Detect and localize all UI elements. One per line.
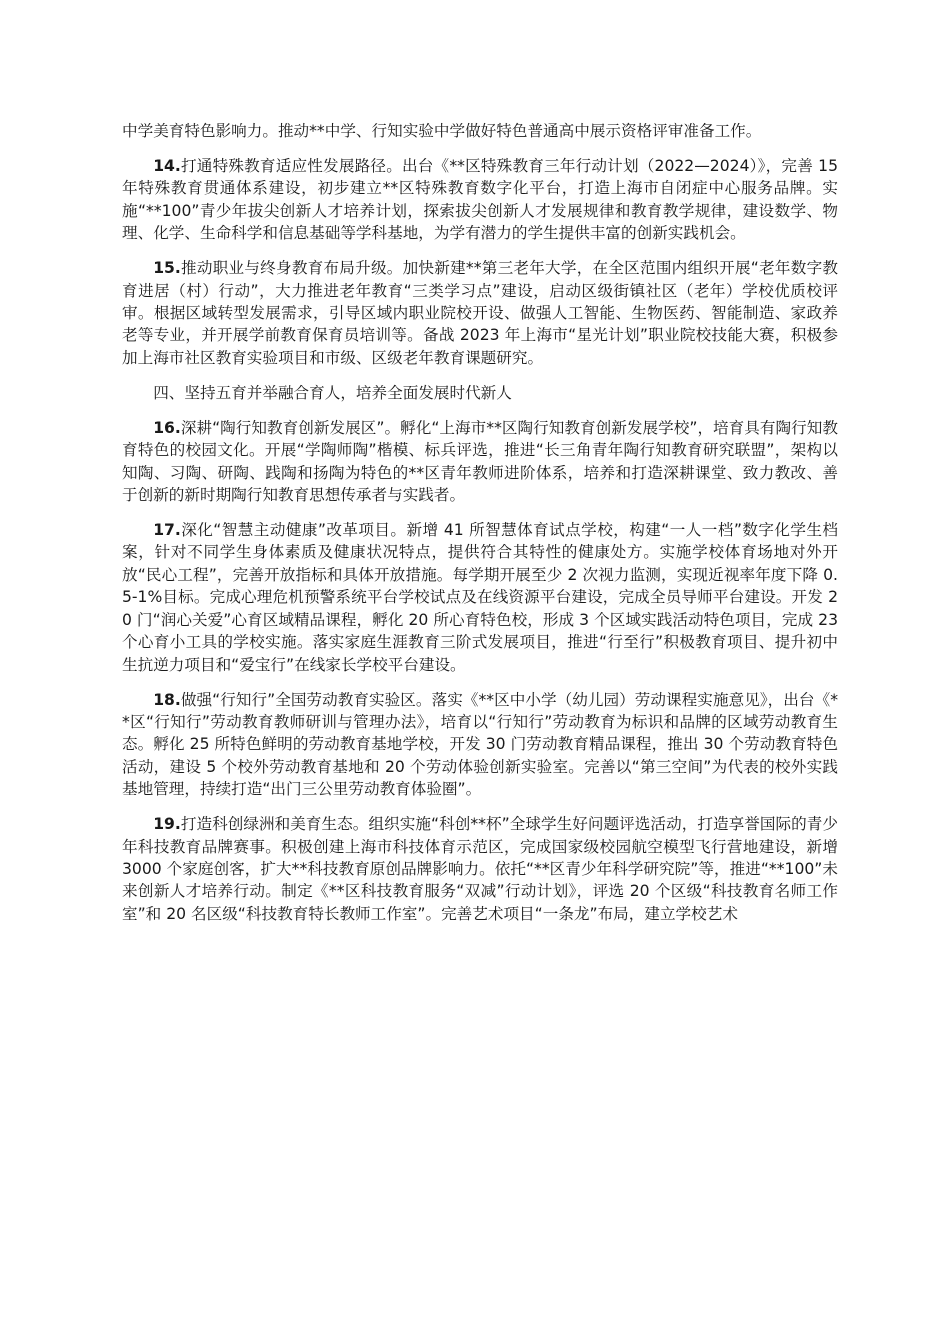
paragraph-text: 中学美育特色影响力。推动**中学、行知实验中学做好特色普通高中展示资格评审准备工作。 [122,122,762,140]
item-number: 19. [153,815,181,834]
paragraph-text: 深化“智慧主动健康”改革项目。新增 41 所智慧体育试点学校，构建“一人一档”数字化学生档案，针对不同学生身体素质及健康状况特点，提供符合其特性的健康处方。实施学校体育场地对外开放“民心工程”，完善开放指标和具体开放措施。每学期开展至少 2 次视力监测，实现近视率年度下降 0.5-1%目标。完成心理危机预警系统平台学校试点及在线资源平台建设，完成全员导师平台建设。开发 20 门“润心关爱”心育区域精品课程，孵化 20 所心育特色校，形成 3 个区域实践活动特色项目，完成 23 个心育小工具的学校实施。落实家庭生涯教育三阶式发展项目，推进“行至行”积极教育项目、提升初中生抗逆力项目和“爱宝行”在线家长学校平台建设。 [122,521,838,674]
item-number: 15. [153,259,181,278]
paragraph-text: 做强“行知行”全国劳动教育实验区。落实《**区中小学（幼儿园）劳动课程实施意见》，出台《**区“行知行”劳动教育教师研训与管理办法》，培育以“行知行”劳动教育为标识和品牌的区域劳动教育生态。孵化 25 所特色鲜明的劳动教育基地学校，开发 30 门劳动教育精品课程，推出 30 个劳动教育特色活动，建设 5 个校外劳动教育基地和 20 个劳动体验创新实验室。完善以“第三空间”为代表的校外实践基地管理，持续打造“出门三公里劳动教育体验圈”。 [122,690,838,799]
paragraph-text: 推动职业与终身教育布局升级。加快新建**第三老年大学，在全区范围内组织开展“老年数字教育进居（村）行动”，大力推进老年教育“三类学习点”建设，启动区级街镇社区（老年）学校优质校评审。根据区域转型发展需求，引导区域内职业院校开设、做强人工智能、生物医药、智能制造、家政养老等专业，并开展学前教育保育员培训等。备战 2023 年上海市“星光计划”职业院校技能大赛，积极参加上海市社区教育实验项目和市级、区级老年教育课题研究。 [122,259,838,367]
item-number: 18. [153,690,181,709]
paragraph-item-16 [122,417,838,507]
paragraph-text: 打造科创绿洲和美育生态。组织实施“科创**杯”全球学生好问题评选活动，打造享誉国际的青少年科技教育品牌赛事。积极创建上海市科技体育示范区，完成国家级校园航空模型飞行营地建设，新增 3000 个家庭创客，扩大**科技教育原创品牌影响力。依托“**区青少年科学研究院”等，推进“**100”未来创新人才培养行动。制定《**区科技教育服务“双减”行动计划》，评选 20 个区级“科技教育名师工作室”和 20 名区级“科技教育特长教师工作室”。完善艺术项目“一条龙”布局，建立学校艺术 [122,815,838,923]
paragraph-continuation [122,120,838,142]
paragraph-item-14 [122,155,838,245]
paragraph-item-15 [122,257,838,369]
paragraph-text: 打通特殊教育适应性发展路径。出台《**区特殊教育三年行动计划（2022—2024）》，完善 15 年特殊教育贯通体系建设，初步建立**区特殊教育数字化平台，打造上海市自闭症中心服务品牌。实施“**100”青少年拔尖创新人才培养计划，探索拔尖创新人才发展规律和教育教学规律，建设数学、物理、化学、生命科学和信息基础等学科基地，为学有潜力的学生提供丰富的创新实践机会。 [122,157,838,243]
paragraph-text: 深耕“陶行知教育创新发展区”。孵化“上海市**区陶行知教育创新发展学校”，培育具有陶行知教育特色的校园文化。开展“学陶师陶”楷模、标兵评选，推进“长三角青年陶行知教育研究联盟”，架构以知陶、习陶、研陶、践陶和扬陶为特色的**区青年教师进阶体系，培养和打造深耕课堂、致力教改、善于创新的新时期陶行知教育思想传承者与实践者。 [122,418,838,505]
item-number: 17. [153,521,181,540]
section-heading-4 [122,382,838,404]
paragraph-item-18 [122,689,838,801]
document-body [122,120,838,938]
paragraph-item-17 [122,519,838,676]
item-number: 14. [153,157,181,175]
paragraph-item-19 [122,813,838,925]
item-number: 16. [153,418,181,437]
section-heading-text: 四、坚持五育并举融合育人，培养全面发展时代新人 [153,383,512,402]
